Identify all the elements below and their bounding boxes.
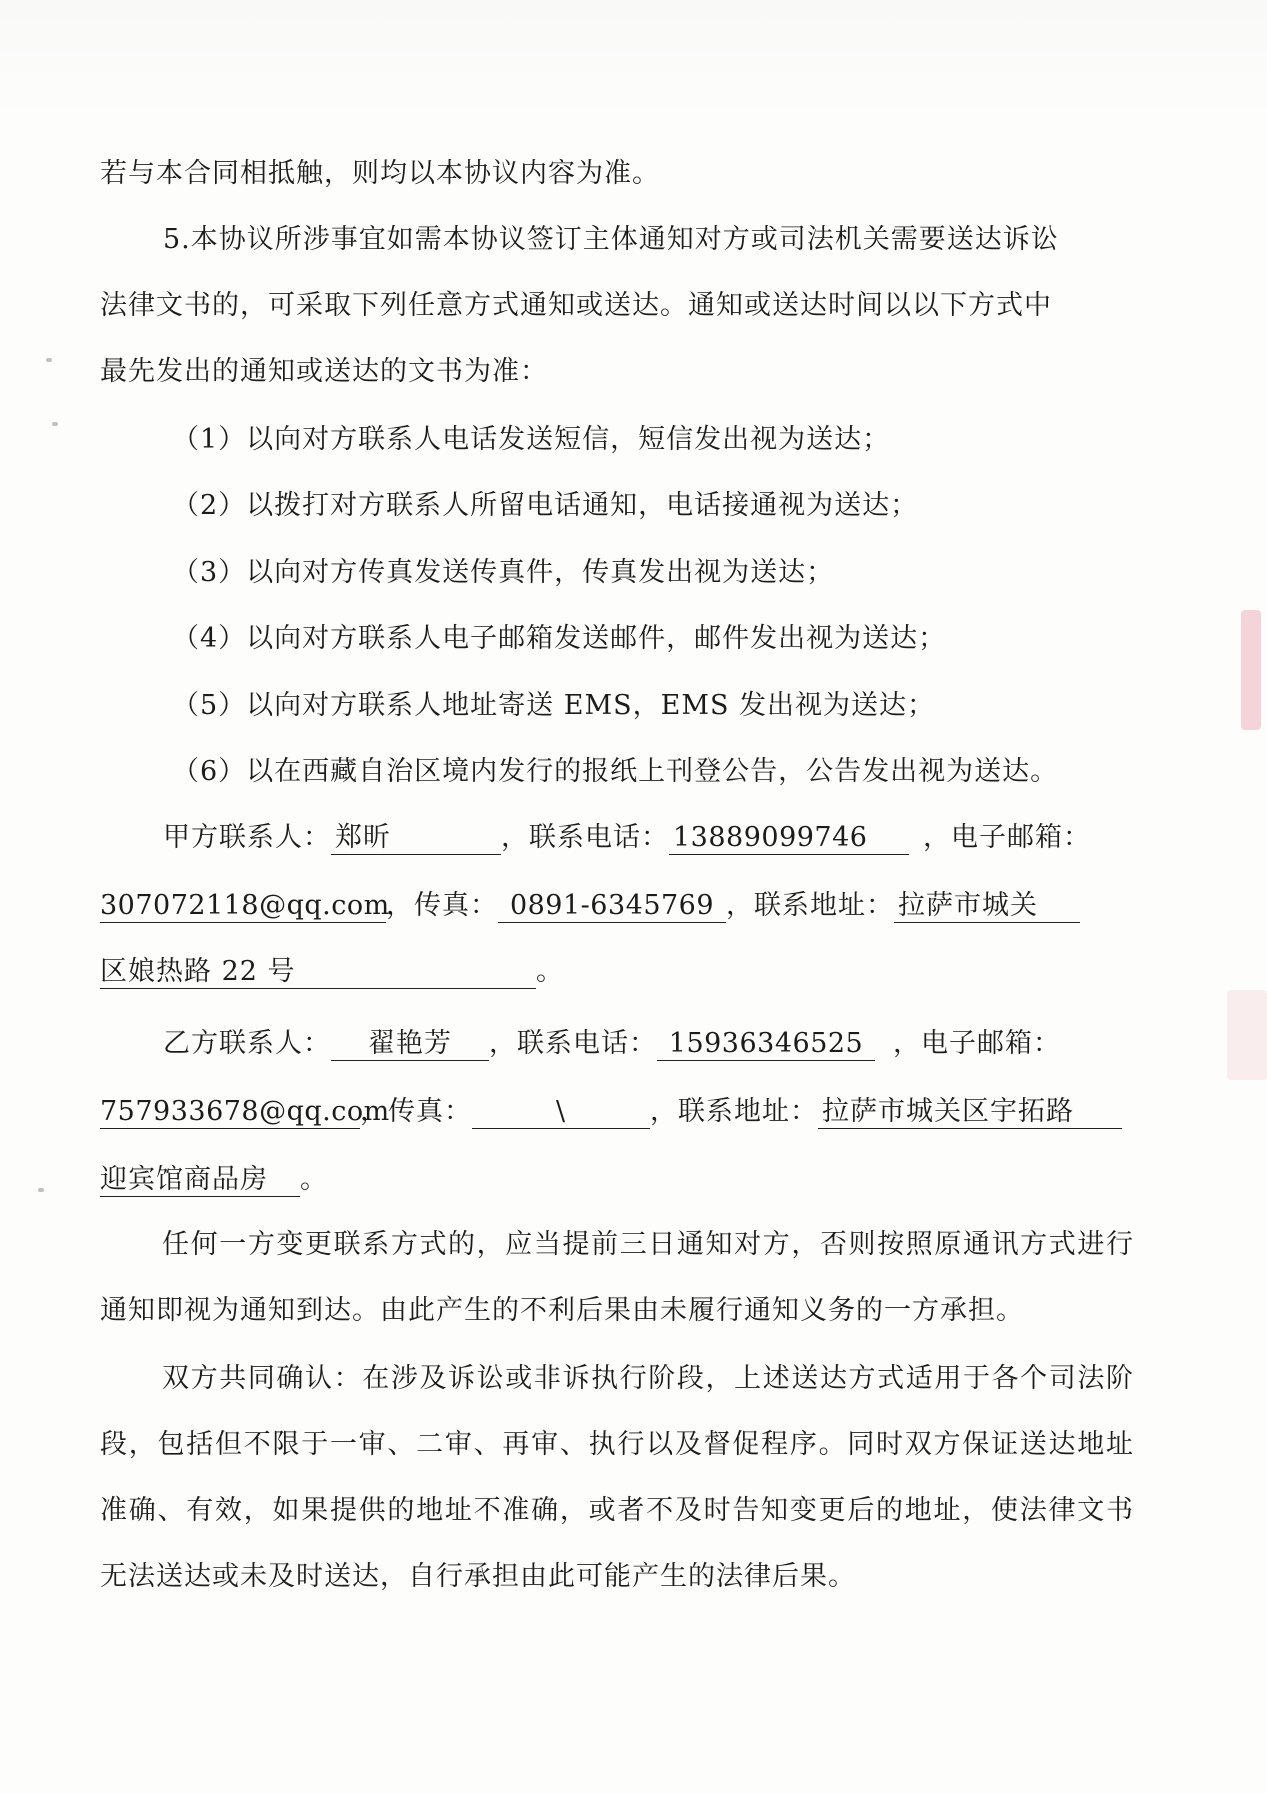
list-item: （5）以向对方联系人地址寄送 EMS，EMS 发出视为送达；: [172, 690, 936, 721]
party-a-fax: 0891-6345769: [498, 890, 726, 923]
list-item: （1）以向对方联系人电话发送短信，短信发出视为送达；: [172, 424, 891, 455]
scan-speck: [46, 358, 52, 362]
list-item: （2）以拨打对方联系人所留电话通知，电话接通视为送达；: [172, 490, 919, 521]
party-a-email-label: ，电子邮箱：: [923, 822, 1091, 853]
party-b-email: 757933678@qq.com: [100, 1096, 390, 1127]
seal-fragment: [1227, 990, 1267, 1080]
scan-speck: [38, 1188, 44, 1192]
party-a-contact-label: 甲方联系人：: [163, 822, 331, 853]
text-line: 若与本合同相抵触，则均以本协议内容为准。: [100, 158, 660, 189]
text-line: 5.本协议所涉事宜如需本协议签订主体通知对方或司法机关需要送达诉讼: [163, 224, 1059, 255]
party-b-address-part2: 迎宾馆商品房: [100, 1164, 300, 1197]
party-b-contact-label: 乙方联系人：: [163, 1028, 331, 1059]
scan-speck: [52, 422, 58, 426]
confirm-paragraph: 双方共同确认：在涉及诉讼或非诉执行阶段，上述送达方式适用于各个司法阶段，包括但不限于一审、二审、再审、执行以及督促程序。同时双方保证送达地址准确、有效，如果提供的地址不准确，或者不及时告知变更后的地址，使法律文书无法送达或未及时送达，自行承担由此可能产生的法律后果。: [100, 1363, 1134, 1592]
party-b-address-label: ，联系地址：: [650, 1096, 818, 1127]
party-a-address-label: ，联系地址：: [726, 890, 894, 921]
party-b-address-part1: 拉萨市城关区宇拓路: [818, 1096, 1122, 1129]
party-b-email-label: ，电子邮箱：: [893, 1028, 1061, 1059]
party-b-line-3: [100, 1160, 328, 1200]
party-a-end: 。: [536, 956, 564, 987]
party-b-fax-label: ，传真：: [360, 1096, 472, 1127]
party-a-phone: 13889099746: [669, 822, 909, 855]
scan-shadow: [0, 0, 1267, 120]
party-a-address-part1: 拉萨市城关: [894, 890, 1080, 923]
list-item: （6）以在西藏自治区境内发行的报纸上刊登公告，公告发出视为送达。: [172, 756, 1059, 787]
party-a-fax-label: ，传真：: [386, 890, 498, 921]
party-b-fax: \: [472, 1096, 650, 1129]
seal-fragment: [1241, 610, 1261, 730]
party-b-line-1: [163, 1024, 1061, 1064]
party-a-email: 307072118@qq.com: [100, 890, 390, 921]
party-b-end: 。: [300, 1164, 328, 1195]
party-a-line-1: [163, 818, 1091, 858]
party-a-line-2: [100, 886, 1080, 926]
text-line: 法律文书的，可采取下列任意方式通知或送达。通知或送达时间以以下方式中: [100, 290, 1052, 321]
list-item: （3）以向对方传真发送传真件，传真发出视为送达；: [172, 557, 835, 588]
party-a-address-part2: 区娘热路 22 号: [100, 956, 536, 989]
list-item: （4）以向对方联系人电子邮箱发送邮件，邮件发出视为送达；: [172, 623, 947, 654]
party-b-contact: 翟艳芳: [331, 1028, 489, 1061]
party-b-line-2: [100, 1092, 1122, 1132]
party-a-phone-label: ，联系电话：: [501, 822, 669, 853]
change-notice-paragraph: 任何一方变更联系方式的，应当提前三日通知对方，否则按照原通讯方式进行通知即视为通知到达。由此产生的不利后果由未履行通知义务的一方承担。: [100, 1229, 1134, 1326]
text-line: 最先发出的通知或送达的文书为准：: [100, 356, 548, 387]
party-b-phone-label: ，联系电话：: [489, 1028, 657, 1059]
party-b-phone: 15936346525: [657, 1028, 875, 1061]
party-a-line-3: [100, 952, 564, 992]
party-a-contact: 郑昕: [331, 822, 501, 855]
